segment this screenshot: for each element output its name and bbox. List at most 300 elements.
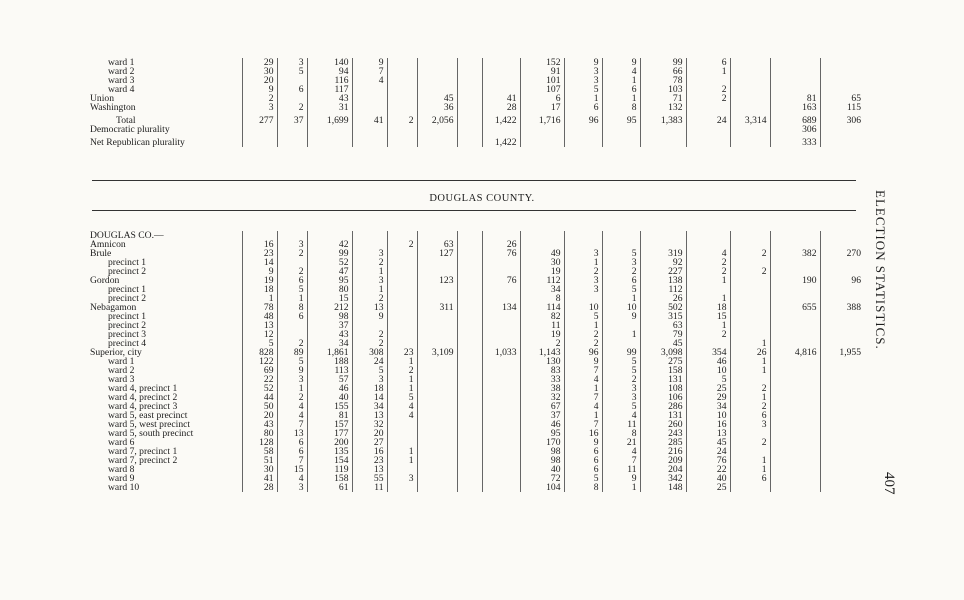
table-cell: 2: [686, 258, 730, 267]
table-cell: 4: [387, 402, 417, 411]
table-row: [90, 312, 864, 321]
row-label: Gordon: [90, 276, 242, 285]
row-label: ward 3: [90, 375, 242, 384]
table-cell: [457, 58, 482, 67]
table-cell: 3: [277, 483, 307, 492]
table-cell: [820, 58, 864, 67]
table-cell: [602, 321, 640, 330]
table-cell: 9: [277, 366, 307, 375]
table-cell: 5: [387, 393, 417, 402]
table-cell: [417, 76, 457, 85]
table-cell: [417, 393, 457, 402]
table-cell: [770, 231, 820, 240]
table-cell: [770, 429, 820, 438]
table-cell: 6: [564, 456, 602, 465]
running-header: ELECTION STATISTICS.: [873, 190, 888, 350]
table-cell: [457, 330, 482, 339]
table-cell: 12: [242, 330, 277, 339]
table-cell: 25: [686, 483, 730, 492]
table-cell: 3: [352, 249, 387, 258]
table-cell: 2: [602, 267, 640, 276]
table-cell: [482, 267, 520, 276]
table-cell: 152: [520, 58, 564, 67]
table-cell: [820, 76, 864, 85]
table-row: [90, 116, 864, 125]
table-cell: [457, 357, 482, 366]
table-cell: [770, 366, 820, 375]
table-cell: 52: [242, 384, 277, 393]
table-cell: [457, 276, 482, 285]
table-cell: [686, 76, 730, 85]
table-cell: 45: [686, 438, 730, 447]
table-cell: 2: [730, 402, 770, 411]
table-cell: [640, 240, 686, 249]
row-label: ward 5, south precinct: [90, 429, 242, 438]
table-cell: 13: [686, 429, 730, 438]
row-label: precinct 1: [90, 258, 242, 267]
table-cell: 209: [640, 456, 686, 465]
table-cell: [770, 294, 820, 303]
table-cell: 6: [602, 85, 640, 94]
table-cell: [770, 474, 820, 483]
table-cell: 828: [242, 348, 277, 357]
table-cell: 333: [770, 138, 820, 147]
table-cell: 190: [770, 276, 820, 285]
table-cell: [602, 240, 640, 249]
table-cell: [457, 94, 482, 103]
table-cell: 285: [640, 438, 686, 447]
table-cell: [520, 231, 564, 240]
table-row: [90, 339, 864, 348]
table-cell: 3,314: [730, 116, 770, 125]
table-cell: 8: [602, 103, 640, 112]
table-cell: 31: [307, 103, 352, 112]
table-cell: 101: [520, 76, 564, 85]
table-cell: 8: [520, 294, 564, 303]
table-cell: [417, 438, 457, 447]
row-label: ward 4, precinct 1: [90, 384, 242, 393]
table-cell: [770, 267, 820, 276]
table-cell: 57: [307, 375, 352, 384]
table-cell: [307, 231, 352, 240]
table-cell: [730, 312, 770, 321]
table-cell: 92: [640, 258, 686, 267]
table-cell: 1,383: [640, 116, 686, 125]
table-cell: [387, 138, 417, 147]
table-cell: [387, 125, 417, 134]
table-cell: [242, 138, 277, 147]
table-cell: 2: [352, 294, 387, 303]
table-cell: 1: [352, 267, 387, 276]
table-cell: [387, 465, 417, 474]
row-label: ward 3: [90, 76, 242, 85]
table-cell: 216: [640, 447, 686, 456]
table-cell: [730, 276, 770, 285]
table-cell: [387, 276, 417, 285]
table-cell: [686, 103, 730, 112]
table-cell: 2: [352, 258, 387, 267]
table-cell: 19: [242, 276, 277, 285]
table-cell: [770, 465, 820, 474]
table-cell: 1: [387, 357, 417, 366]
table-cell: [387, 285, 417, 294]
table-cell: 170: [520, 438, 564, 447]
table-cell: [770, 393, 820, 402]
table-cell: [730, 240, 770, 249]
table-cell: 45: [640, 339, 686, 348]
douglas-table-body: [90, 231, 864, 492]
table-cell: 43: [242, 420, 277, 429]
table-cell: 48: [242, 312, 277, 321]
table-cell: 4: [387, 411, 417, 420]
table-cell: [730, 330, 770, 339]
table-cell: [686, 240, 730, 249]
table-cell: 32: [352, 420, 387, 429]
table-cell: 9: [242, 267, 277, 276]
table-row: [90, 474, 864, 483]
table-cell: 46: [520, 420, 564, 429]
table-cell: [730, 58, 770, 67]
table-cell: [482, 474, 520, 483]
table-cell: 6: [277, 312, 307, 321]
table-row: [90, 402, 864, 411]
table-cell: 52: [307, 258, 352, 267]
table-row: [90, 94, 864, 103]
table-cell: 154: [307, 456, 352, 465]
table-cell: 40: [307, 393, 352, 402]
table-cell: [770, 339, 820, 348]
table-cell: 2: [686, 85, 730, 94]
row-label: precinct 1: [90, 312, 242, 321]
table-cell: 83: [520, 366, 564, 375]
table-cell: 108: [640, 384, 686, 393]
table-cell: 11: [602, 420, 640, 429]
table-cell: [482, 393, 520, 402]
table-cell: 28: [482, 103, 520, 112]
table-cell: [417, 339, 457, 348]
table-cell: 16: [564, 429, 602, 438]
table-cell: [242, 125, 277, 134]
table-cell: [820, 420, 864, 429]
table-cell: 91: [520, 67, 564, 76]
table-cell: [482, 411, 520, 420]
table-cell: 286: [640, 402, 686, 411]
table-cell: 260: [640, 420, 686, 429]
table-cell: 15: [686, 312, 730, 321]
table-cell: 3: [564, 76, 602, 85]
table-cell: [457, 447, 482, 456]
table-cell: 22: [686, 465, 730, 474]
table-cell: 32: [520, 393, 564, 402]
table-cell: 8: [564, 483, 602, 492]
table-cell: 107: [520, 85, 564, 94]
table-cell: [482, 76, 520, 85]
table-cell: [770, 411, 820, 420]
table-cell: [482, 339, 520, 348]
row-label: ward 4: [90, 85, 242, 94]
table-cell: 212: [307, 303, 352, 312]
table-cell: [686, 231, 730, 240]
table-cell: [417, 420, 457, 429]
table-cell: 24: [686, 447, 730, 456]
table-cell: [417, 474, 457, 483]
table-cell: [602, 339, 640, 348]
table-cell: 99: [640, 58, 686, 67]
table-cell: [387, 76, 417, 85]
table-cell: [277, 258, 307, 267]
table-cell: 3: [242, 103, 277, 112]
table-cell: [640, 125, 686, 134]
table-row: [90, 447, 864, 456]
table-cell: 3: [352, 375, 387, 384]
table-cell: [457, 285, 482, 294]
table-cell: [417, 330, 457, 339]
table-cell: 270: [846, 249, 861, 258]
table-cell: 106: [640, 393, 686, 402]
table-cell: 10: [686, 411, 730, 420]
county-title: DOUGLAS COUNTY.: [429, 193, 535, 204]
table-cell: 78: [242, 303, 277, 312]
row-label: precinct 3: [90, 330, 242, 339]
table-cell: [564, 294, 602, 303]
table-cell: [387, 58, 417, 67]
douglas-county-table: [90, 231, 864, 492]
table-cell: 3,098: [640, 348, 686, 357]
table-cell: 131: [640, 375, 686, 384]
table-cell: [820, 231, 864, 240]
table-cell: 2: [277, 339, 307, 348]
table-cell: 24: [352, 357, 387, 366]
table-cell: 5: [686, 375, 730, 384]
table-cell: 98: [520, 447, 564, 456]
table-cell: 2: [242, 94, 277, 103]
table-cell: [417, 312, 457, 321]
table-cell: 7: [602, 456, 640, 465]
table-cell: 37: [277, 116, 307, 125]
table-row: [90, 348, 864, 357]
table-cell: 1: [730, 357, 770, 366]
table-cell: [417, 483, 457, 492]
table-cell: 34: [686, 402, 730, 411]
table-row: [90, 125, 864, 134]
table-cell: [482, 85, 520, 94]
table-cell: [520, 240, 564, 249]
table-cell: 2: [730, 438, 770, 447]
row-label: Total: [90, 116, 242, 125]
table-row: [90, 321, 864, 330]
table-cell: 29: [242, 58, 277, 67]
table-row: [90, 67, 864, 76]
table-cell: [820, 402, 864, 411]
table-cell: [387, 303, 417, 312]
table-cell: [770, 285, 820, 294]
table-cell: [387, 249, 417, 258]
table-cell: [482, 125, 520, 134]
table-cell: 29: [686, 393, 730, 402]
table-row: [90, 384, 864, 393]
table-cell: [482, 420, 520, 429]
table-cell: 40: [520, 465, 564, 474]
table-cell: [820, 267, 864, 276]
row-label: ward 9: [90, 474, 242, 483]
table-cell: [417, 294, 457, 303]
table-cell: [482, 429, 520, 438]
row-label: ward 2: [90, 67, 242, 76]
table-cell: [457, 76, 482, 85]
table-cell: [417, 285, 457, 294]
table-cell: 99: [602, 348, 640, 357]
table-cell: [417, 267, 457, 276]
table-cell: 3: [277, 240, 307, 249]
table-cell: [482, 366, 520, 375]
table-cell: [417, 67, 457, 76]
table-cell: 96: [851, 276, 861, 285]
table-row: [90, 429, 864, 438]
table-cell: 6: [564, 447, 602, 456]
table-cell: [387, 231, 417, 240]
table-cell: [820, 465, 864, 474]
table-cell: [417, 138, 457, 147]
row-label: precinct 2: [90, 267, 242, 276]
table-cell: [640, 231, 686, 240]
table-cell: 2: [730, 267, 770, 276]
table-cell: [457, 474, 482, 483]
table-cell: [564, 231, 602, 240]
table-cell: 80: [242, 429, 277, 438]
table-cell: 5: [564, 85, 602, 94]
table-cell: [307, 138, 352, 147]
table-cell: [417, 357, 457, 366]
table-cell: 6: [277, 85, 307, 94]
table-row: [90, 420, 864, 429]
table-cell: [457, 125, 482, 134]
table-cell: [564, 138, 602, 147]
table-cell: 243: [640, 429, 686, 438]
table-cell: [457, 249, 482, 258]
table-cell: 22: [242, 375, 277, 384]
row-label: DOUGLAS CO.—: [90, 231, 242, 240]
table-cell: 7: [277, 420, 307, 429]
table-cell: [352, 94, 387, 103]
table-cell: 1: [564, 258, 602, 267]
table-cell: 112: [640, 285, 686, 294]
table-cell: 66: [640, 67, 686, 76]
table-cell: [417, 58, 457, 67]
table-cell: [482, 384, 520, 393]
table-cell: 95: [307, 276, 352, 285]
table-cell: 27: [352, 438, 387, 447]
table-cell: [387, 483, 417, 492]
table-row: [90, 276, 864, 285]
table-cell: 81: [770, 94, 820, 103]
table-cell: [417, 231, 457, 240]
table-cell: [277, 125, 307, 134]
table-cell: [770, 67, 820, 76]
table-cell: [820, 393, 864, 402]
table-cell: 30: [242, 67, 277, 76]
table-cell: [352, 240, 387, 249]
table-cell: [820, 456, 864, 465]
table-cell: 123: [417, 276, 457, 285]
table-cell: [820, 258, 864, 267]
table-cell: 76: [482, 276, 520, 285]
table-cell: 3: [602, 384, 640, 393]
table-cell: 5: [602, 249, 640, 258]
table-row: [90, 258, 864, 267]
table-cell: [352, 103, 387, 112]
table-row: [90, 375, 864, 384]
table-cell: [242, 231, 277, 240]
table-cell: 4,816: [770, 348, 820, 357]
table-cell: [640, 138, 686, 147]
table-cell: 40: [686, 474, 730, 483]
table-cell: 71: [640, 94, 686, 103]
table-cell: [730, 138, 770, 147]
table-cell: 98: [520, 456, 564, 465]
table-cell: 43: [307, 94, 352, 103]
table-cell: 23: [242, 249, 277, 258]
table-cell: 119: [307, 465, 352, 474]
table-cell: 3: [277, 375, 307, 384]
table-cell: 2: [387, 240, 417, 249]
table-cell: 227: [640, 267, 686, 276]
table-cell: [457, 258, 482, 267]
table-cell: [820, 330, 864, 339]
table-cell: 6: [564, 103, 602, 112]
table-cell: 16: [242, 240, 277, 249]
table-cell: 67: [520, 402, 564, 411]
table-cell: [457, 465, 482, 474]
row-label: ward 5, east precinct: [90, 411, 242, 420]
table-cell: 2: [387, 366, 417, 375]
table-cell: 4: [602, 411, 640, 420]
table-cell: 113: [307, 366, 352, 375]
table-cell: 388: [846, 303, 861, 312]
table-cell: 11: [352, 483, 387, 492]
table-cell: 5: [277, 285, 307, 294]
table-cell: [482, 231, 520, 240]
table-cell: [820, 240, 864, 249]
top-table-body: [90, 58, 864, 147]
table-cell: 9: [352, 58, 387, 67]
table-cell: [417, 258, 457, 267]
table-cell: 3: [564, 276, 602, 285]
table-cell: 37: [520, 411, 564, 420]
table-cell: 10: [602, 303, 640, 312]
table-cell: [820, 339, 864, 348]
table-cell: [457, 348, 482, 357]
table-cell: [457, 456, 482, 465]
row-label: ward 7, precinct 2: [90, 456, 242, 465]
table-cell: 14: [352, 393, 387, 402]
table-row: [90, 138, 864, 147]
table-cell: [686, 125, 730, 134]
table-cell: [482, 285, 520, 294]
table-cell: 4: [602, 447, 640, 456]
table-cell: 13: [352, 411, 387, 420]
row-label: precinct 4: [90, 339, 242, 348]
table-cell: [686, 339, 730, 348]
table-cell: 65: [851, 94, 861, 103]
section-divider: [92, 180, 856, 181]
table-cell: 5: [602, 402, 640, 411]
table-cell: [770, 357, 820, 366]
table-cell: [820, 438, 864, 447]
table-cell: [820, 285, 864, 294]
table-cell: 3,109: [417, 348, 457, 357]
table-row: [90, 285, 864, 294]
table-cell: 138: [640, 276, 686, 285]
